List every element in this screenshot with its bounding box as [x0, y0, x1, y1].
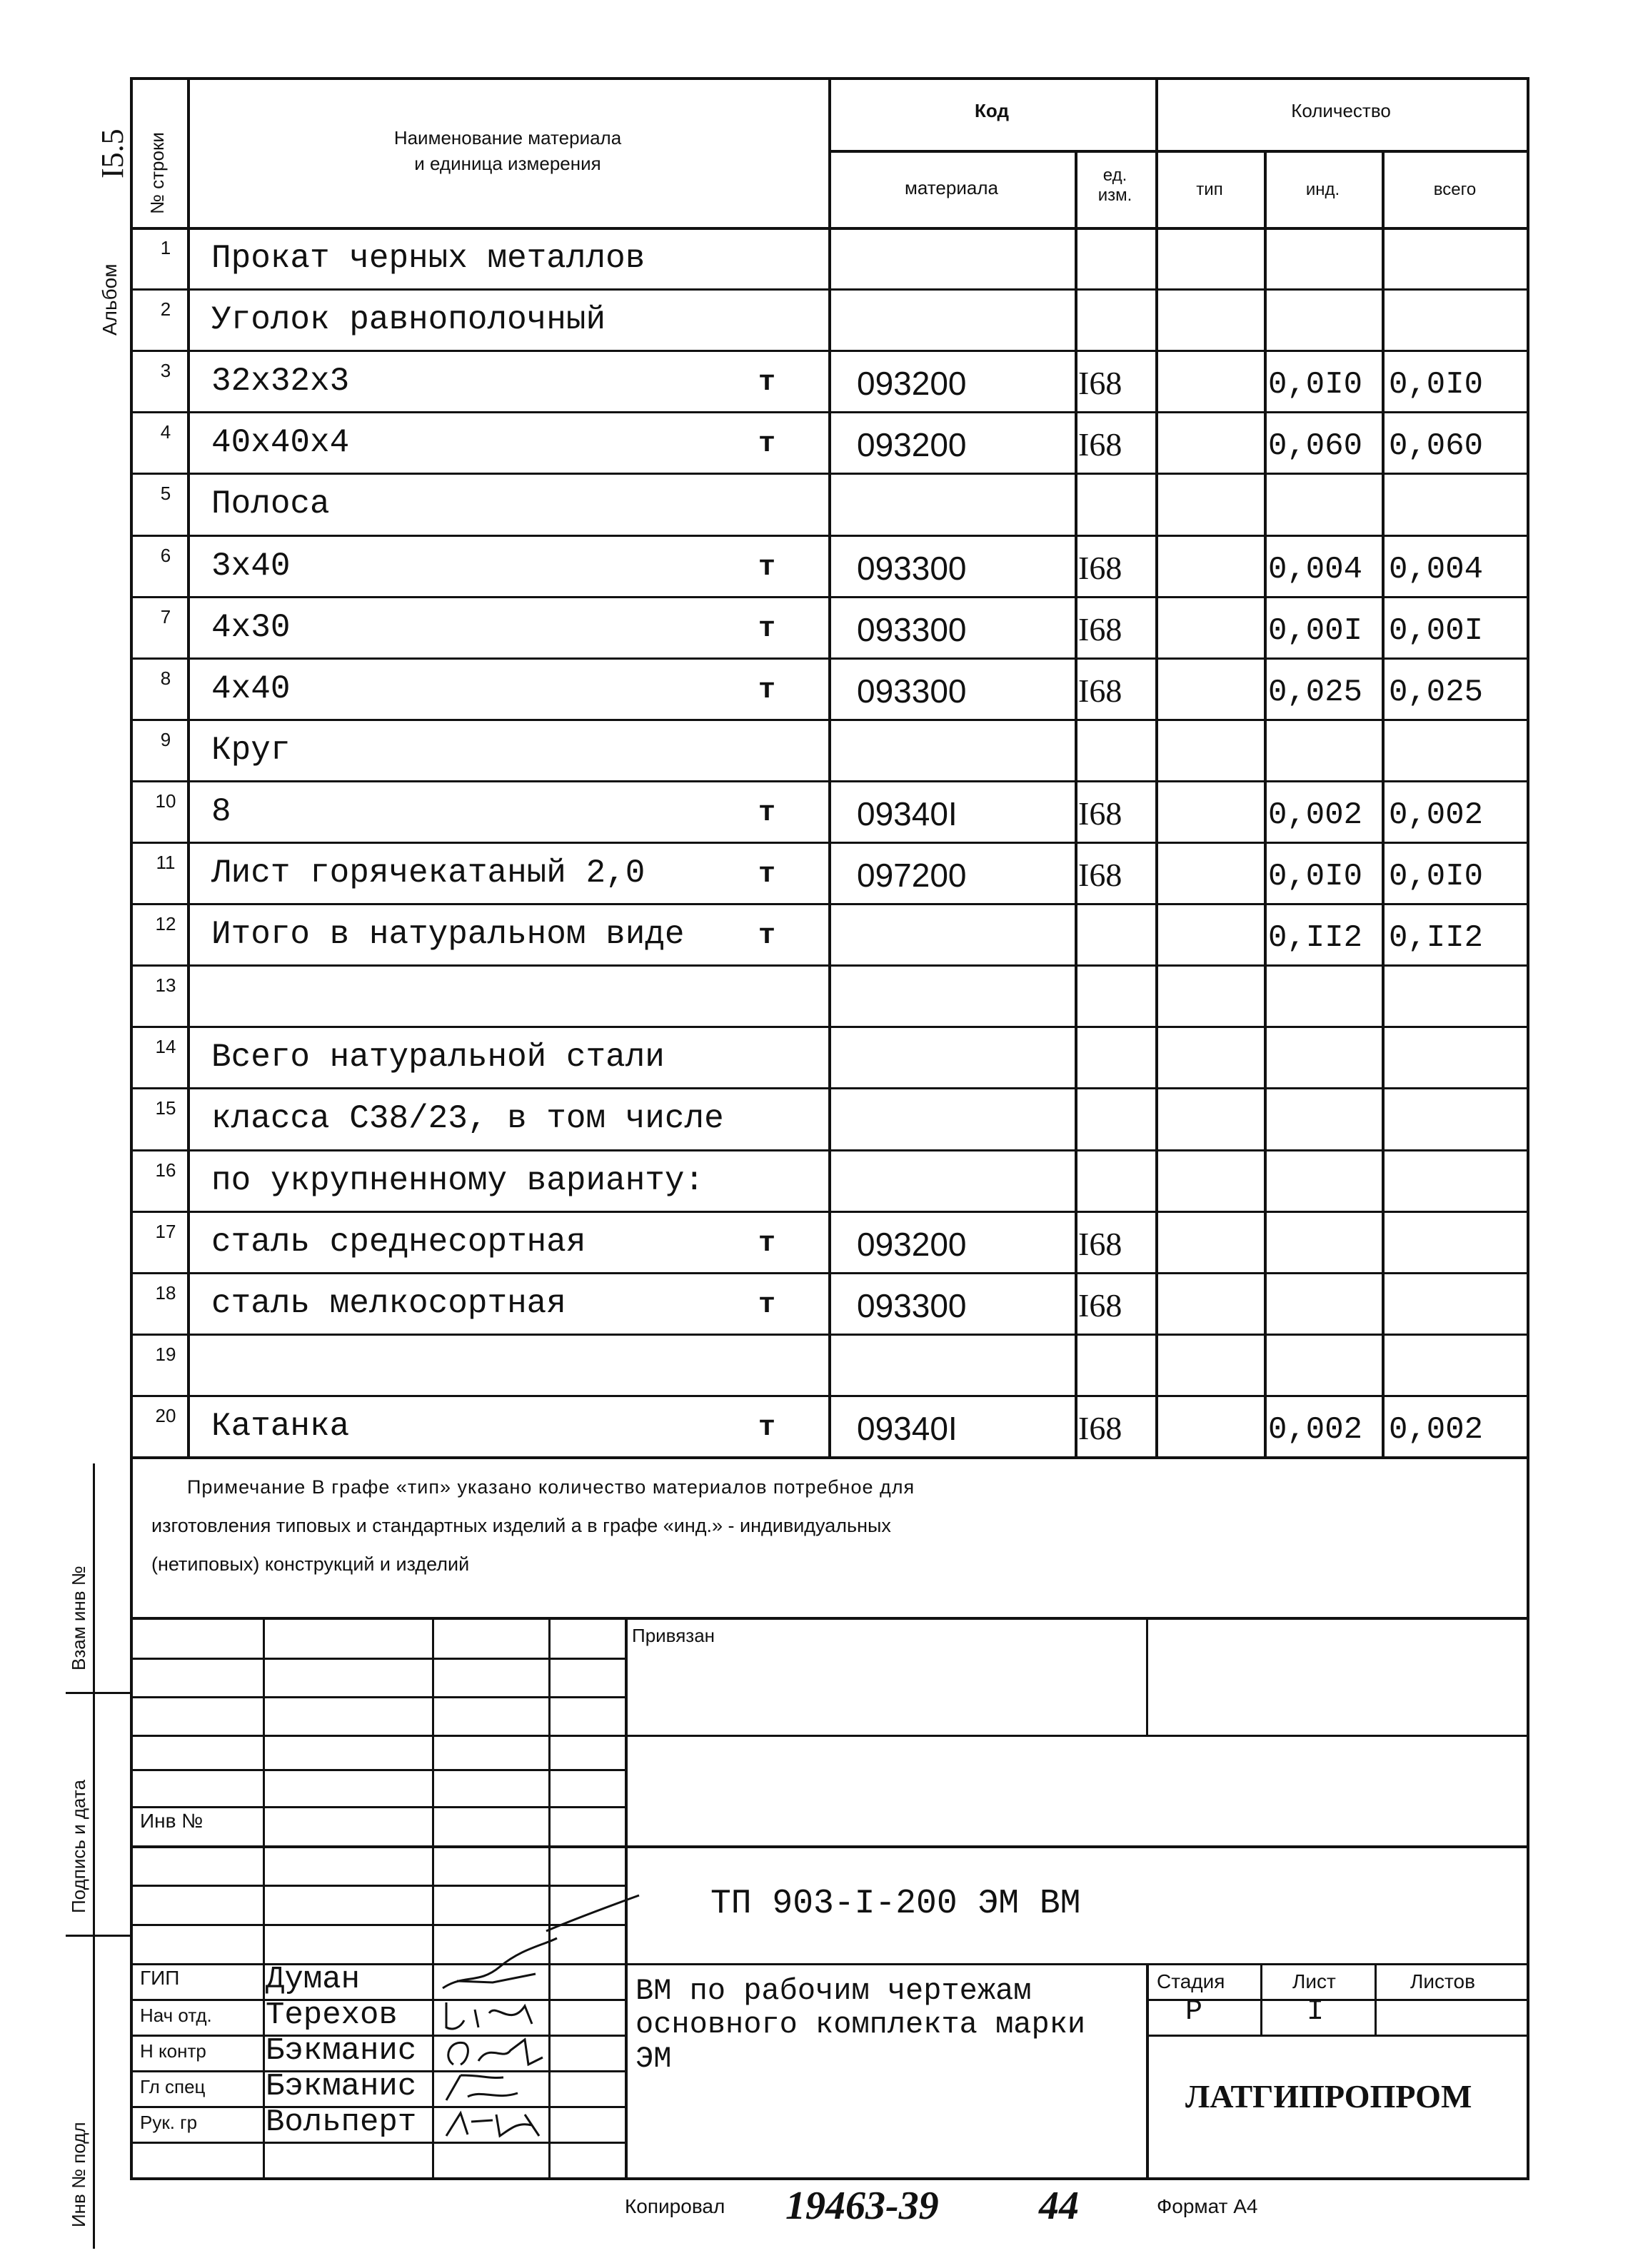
material-name: по укрупненному варианту:: [211, 1161, 705, 1199]
header-qty-ind: инд.: [1305, 180, 1340, 199]
row-number: 2: [160, 298, 171, 321]
name-gl-spec: Бэкманис: [266, 2069, 417, 2105]
name-nach-otd: Терехов: [266, 1997, 398, 2033]
row-separator: [130, 1087, 1528, 1089]
row-separator: [130, 596, 1528, 598]
note-line-1: Примечание В графе «тип» указано количество материалов потребное для: [187, 1476, 915, 1498]
role-ruk-gr: Рук. гр: [140, 2112, 198, 2133]
name-gip: Думан: [266, 1962, 361, 1997]
qty-total: 0,025: [1389, 674, 1484, 710]
unit-label: т: [758, 428, 776, 461]
unit-code: I68: [1078, 1409, 1122, 1446]
row-number: 13: [155, 974, 176, 997]
signature-gip: [436, 1931, 564, 1999]
material-name: класса С38/23, в том числе: [211, 1100, 724, 1138]
row-number: 20: [155, 1404, 176, 1426]
material-name: Круг: [211, 731, 291, 769]
row-separator: [130, 288, 1528, 291]
footer-number: 19463-39: [785, 2184, 939, 2228]
sheet-value: I: [1307, 1996, 1325, 2028]
row-separator: [130, 1211, 1528, 1213]
stamp-row: [1146, 1999, 1528, 2001]
row-separator: [130, 1395, 1528, 1397]
material-name: Прокат черных металлов: [211, 240, 645, 277]
stamp-row: [130, 1806, 625, 1808]
row-number: 17: [155, 1220, 176, 1242]
unit-label: т: [758, 1411, 776, 1444]
row-number: 8: [160, 667, 171, 689]
header-row-num: № строки: [146, 132, 168, 214]
signature-ruk-gr: [439, 2107, 546, 2142]
material-code: 093200: [857, 426, 967, 464]
row-number: 9: [160, 728, 171, 750]
stamp-row: [130, 1735, 1528, 1737]
row-number: 3: [160, 360, 171, 382]
qty-total: 0,002: [1389, 797, 1484, 833]
material-code: 09340I: [857, 795, 958, 832]
col-line: [1264, 150, 1267, 1458]
row-separator: [130, 411, 1528, 413]
sheets-label: Листов: [1410, 1970, 1475, 1992]
header-name: Наименование материала и единица измерения: [393, 127, 622, 174]
header-qty: Количество: [1291, 100, 1391, 121]
doc-title-line-3: ЭМ: [635, 2042, 672, 2076]
album-number: I5.5: [95, 128, 130, 178]
stamp-top-line: [130, 1617, 1528, 1620]
role-n-kontr: Н контр: [140, 2040, 206, 2062]
unit-code: I68: [1078, 795, 1122, 832]
stamp-row: [130, 2142, 625, 2144]
row-separator: [130, 964, 1528, 967]
stamp-col: [1375, 1963, 1377, 2035]
material-code: 093300: [857, 549, 967, 587]
material-code: 093200: [857, 1225, 967, 1263]
stage-value: Р: [1185, 1996, 1203, 2028]
unit-label: т: [758, 920, 776, 953]
qty-ind: 0,025: [1268, 674, 1363, 710]
material-name: Полоса: [211, 485, 330, 523]
qty-total: 0,00I: [1389, 613, 1484, 649]
unit-label: т: [758, 1227, 776, 1260]
side-strip-divider: [66, 1935, 130, 1937]
row-separator: [130, 473, 1528, 475]
stamp-row: [130, 1885, 625, 1887]
header-code-material: материала: [905, 177, 998, 198]
header-bottom-line: [130, 227, 1528, 230]
qty-total: 0,004: [1389, 551, 1484, 588]
doc-title-line-1: ВМ по рабочим чертежам: [635, 1974, 1032, 2008]
role-nach-otd: Нач отд.: [140, 2005, 212, 2026]
unit-code: I68: [1078, 365, 1122, 402]
stamp-row: [130, 1696, 625, 1698]
unit-label: т: [758, 797, 776, 830]
unit-code: I68: [1078, 1225, 1122, 1262]
header-qty-type: тип: [1196, 180, 1223, 199]
role-gl-spec: Гл спец: [140, 2076, 206, 2097]
qty-ind: 0,0I0: [1268, 859, 1363, 894]
row-separator: [130, 903, 1528, 905]
row-separator: [130, 1272, 1528, 1274]
role-gip: ГИП: [140, 1967, 180, 1989]
qty-total: 0,060: [1389, 428, 1484, 465]
org-name: ЛАТГИПРОПРОМ: [1185, 2078, 1472, 2115]
material-code: 093200: [857, 365, 967, 403]
material-name: 32x32x3: [211, 363, 350, 400]
col-line: [1155, 77, 1158, 1458]
unit-label: т: [758, 367, 776, 400]
unit-label: т: [758, 1289, 776, 1321]
frame-right: [1527, 77, 1529, 2179]
header-code: Код: [975, 100, 1009, 121]
material-name: 4x30: [211, 608, 291, 646]
footer-page: 44: [1039, 2184, 1079, 2228]
unit-label: т: [758, 613, 776, 645]
stamp-col: [1146, 1963, 1149, 2177]
stamp-row: [1146, 2035, 1528, 2037]
row-number: 16: [155, 1159, 176, 1181]
doc-title-line-2: основного комплекта марки: [635, 2007, 1086, 2042]
material-name: Катанка: [211, 1407, 350, 1445]
album-label: Альбом: [99, 263, 121, 336]
unit-code: I68: [1078, 1286, 1122, 1324]
row-number: 15: [155, 1097, 176, 1119]
stamp-col: [432, 1617, 434, 2177]
note-line-2: изготовления типовых и стандартных изделий а в графе «инд.» - индивидуальных: [151, 1515, 891, 1536]
unit-label: т: [758, 859, 776, 891]
row-number: 5: [160, 483, 171, 505]
row-number: 6: [160, 544, 171, 566]
qty-ind: 0,00I: [1268, 613, 1363, 649]
side-strip-divider: [66, 1692, 130, 1694]
row-number: 7: [160, 605, 171, 628]
unit-code: I68: [1078, 549, 1122, 586]
header-qty-total: всего: [1433, 180, 1477, 199]
name-ruk-gr: Вольперт: [266, 2105, 417, 2140]
material-name: 8: [211, 792, 231, 830]
row-number: 11: [156, 852, 176, 873]
col-line: [828, 77, 831, 1458]
qty-ind: 0,II2: [1268, 920, 1363, 957]
footer-format: Формат А4: [1157, 2195, 1258, 2217]
doc-code: ТП 903-I-200 ЭМ ВМ: [710, 1885, 1081, 1923]
stage-label: Стадия: [1157, 1970, 1225, 1992]
material-name: Всего натуральной стали: [211, 1039, 665, 1077]
row-separator: [130, 842, 1528, 844]
signature-nach-otd: [439, 1999, 546, 2035]
qty-ind: 0,004: [1268, 551, 1363, 588]
row-number: 18: [155, 1281, 176, 1304]
row-separator: [130, 719, 1528, 721]
side-label-podpis: Подпись и дата: [68, 1779, 89, 1913]
inv-no-label: Инв №: [140, 1810, 204, 1832]
qty-total: 0,II2: [1389, 920, 1484, 957]
header-sub-line: [828, 150, 1528, 153]
side-strip-line: [93, 1463, 95, 2249]
qty-ind: 0,060: [1268, 428, 1363, 465]
material-name: 40x40x4: [211, 424, 350, 462]
material-code: 09340I: [857, 1409, 958, 1447]
unit-code: I68: [1078, 610, 1122, 647]
unit-label: т: [758, 551, 776, 584]
material-name: Лист горячекатаный 2,0: [211, 855, 645, 892]
material-code: 093300: [857, 1286, 967, 1324]
row-separator: [130, 1149, 1528, 1151]
row-number: 1: [160, 237, 171, 258]
stamp-col: [263, 1617, 265, 2177]
footer-copied: Копировал: [625, 2195, 725, 2217]
side-label-vzam: Взам инв №: [68, 1566, 89, 1670]
frame-left: [130, 77, 133, 2179]
qty-ind: 0,0I0: [1268, 367, 1363, 403]
stamp-col: [1146, 1617, 1148, 1735]
row-separator: [130, 657, 1528, 660]
unit-code: I68: [1078, 672, 1122, 709]
signature-n-kontr: [439, 2036, 546, 2070]
col-line: [1382, 150, 1385, 1458]
row-number: 12: [155, 913, 176, 935]
material-name: Уголок равнополочный: [211, 301, 606, 339]
unit-label: т: [758, 674, 776, 707]
qty-ind: 0,002: [1268, 1411, 1363, 1448]
col-line: [1075, 150, 1077, 1458]
row-number: 10: [155, 790, 176, 812]
qty-ind: 0,002: [1268, 797, 1363, 833]
row-number: 4: [160, 421, 171, 443]
material-name: сталь среднесортная: [211, 1223, 586, 1261]
row-separator: [130, 780, 1528, 782]
sheet-label: Лист: [1292, 1970, 1336, 1992]
row-separator: [130, 1334, 1528, 1336]
material-code: 093300: [857, 610, 967, 648]
stamp-col: [1260, 1963, 1262, 2035]
material-name: 3x40: [211, 547, 291, 585]
note-line-3: (нетиповых) конструкций и изделий: [151, 1553, 470, 1575]
stamp-row: [130, 1769, 625, 1771]
stamp-row: [130, 1845, 1528, 1848]
name-n-kontr: Бэкманис: [266, 2033, 417, 2069]
row-separator: [130, 350, 1528, 352]
qty-total: 0,0I0: [1389, 367, 1484, 403]
material-name: 4x40: [211, 670, 291, 707]
stamp-row: [130, 1658, 625, 1660]
header-code-unit: ед. изм.: [1097, 166, 1132, 205]
material-code: 093300: [857, 672, 967, 710]
signature-gl-spec: [439, 2072, 546, 2106]
frame-bottom: [130, 2177, 1529, 2180]
row-number: 14: [155, 1036, 176, 1058]
unit-code: I68: [1078, 426, 1122, 463]
material-name: Итого в натуральном виде: [211, 916, 685, 954]
side-label-inv-podl: Инв № подл: [68, 2122, 89, 2227]
qty-total: 0,002: [1389, 1411, 1484, 1448]
material-name: сталь мелкосортная: [211, 1284, 566, 1322]
privyazan-label: Привязан: [632, 1625, 715, 1646]
row-separator: [130, 535, 1528, 537]
pen-stroke: [543, 1892, 643, 1935]
qty-total: 0,0I0: [1389, 859, 1484, 894]
material-code: 097200: [857, 857, 967, 894]
unit-code: I68: [1078, 857, 1122, 893]
col-line: [187, 77, 190, 1458]
table-bottom-line: [130, 1456, 1528, 1459]
row-number: 19: [155, 1343, 176, 1365]
row-separator: [130, 1026, 1528, 1028]
